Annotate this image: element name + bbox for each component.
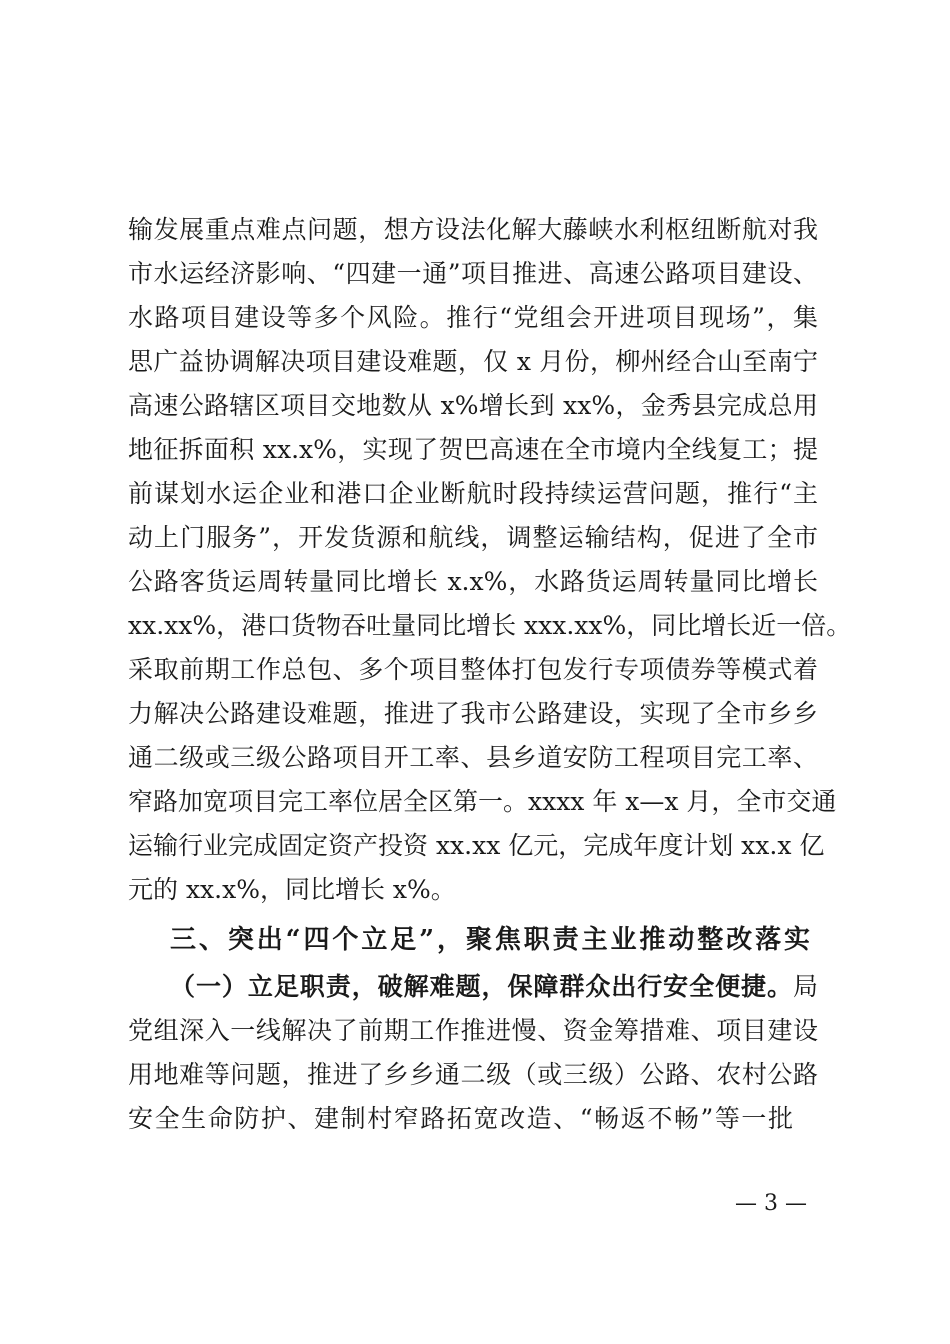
body-line: 安全生命防护、建制村窄路拓宽改造、“畅返不畅”等一批 <box>128 1104 793 1133</box>
section-heading: 三、突出“四个立足”，聚焦职责主业推动整改落实 <box>170 925 810 955</box>
body-line: 输发展重点难点问题，想方设法化解大藤峡水利枢纽断航对我 <box>128 215 818 244</box>
body-line: xx.xx%，港口货物吞吐量同比增长 xxx.xx%，同比增长近一倍。 <box>128 611 852 640</box>
body-line: 元的 xx.x%，同比增长 x%。 <box>128 875 456 904</box>
body-line: 采取前期工作总包、多个项目整体打包发行专项债券等模式着 <box>128 655 818 684</box>
body-line: 用地难等问题，推进了乡乡通二级（或三级）公路、农村公路 <box>128 1060 818 1089</box>
body-line: 动上门服务”，开发货源和航线，调整运输结构，促进了全市 <box>128 523 818 552</box>
body-line: 水路项目建设等多个风险。推行“党组会开进项目现场”，集 <box>128 303 818 332</box>
body-line: 力解决公路建设难题，推进了我市公路建设，实现了全市乡乡 <box>128 699 818 728</box>
body-line: 地征拆面积 xx.x%，实现了贺巴高速在全市境内全线复工；提 <box>128 435 818 464</box>
subsection-title-tail: 局 <box>792 972 818 1001</box>
subsection-title: （一）立足职责，破解难题，保障群众出行安全便捷。 <box>170 972 793 1001</box>
body-line: 前谋划水运企业和港口企业断航时段持续运营问题，推行“主 <box>128 479 818 508</box>
body-line: 窄路加宽项目完工率位居全区第一。xxxx 年 x—x 月，全市交通 <box>128 787 837 816</box>
body-line: 市水运经济影响、“四建一通”项目推进、高速公路项目建设、 <box>128 259 818 288</box>
body-line: 思广益协调解决项目建设难题，仅 x 月份，柳州经合山至南宁 <box>128 347 818 376</box>
body-line: 高速公路辖区项目交地数从 x%增长到 xx%，金秀县完成总用 <box>128 391 818 420</box>
subsection-line <box>170 965 818 1009</box>
body-line: 党组深入一线解决了前期工作推进慢、资金筹措难、项目建设 <box>128 1016 818 1045</box>
page-number: — 3 — <box>735 1191 807 1216</box>
body-line: 公路客货运周转量同比增长 x.x%，水路货运周转量同比增长 <box>128 567 818 596</box>
body-line: 通二级或三级公路项目开工率、县乡道安防工程项目完工率、 <box>128 743 818 772</box>
body-line: 运输行业完成固定资产投资 xx.xx 亿元，完成年度计划 xx.x 亿 <box>128 831 825 860</box>
